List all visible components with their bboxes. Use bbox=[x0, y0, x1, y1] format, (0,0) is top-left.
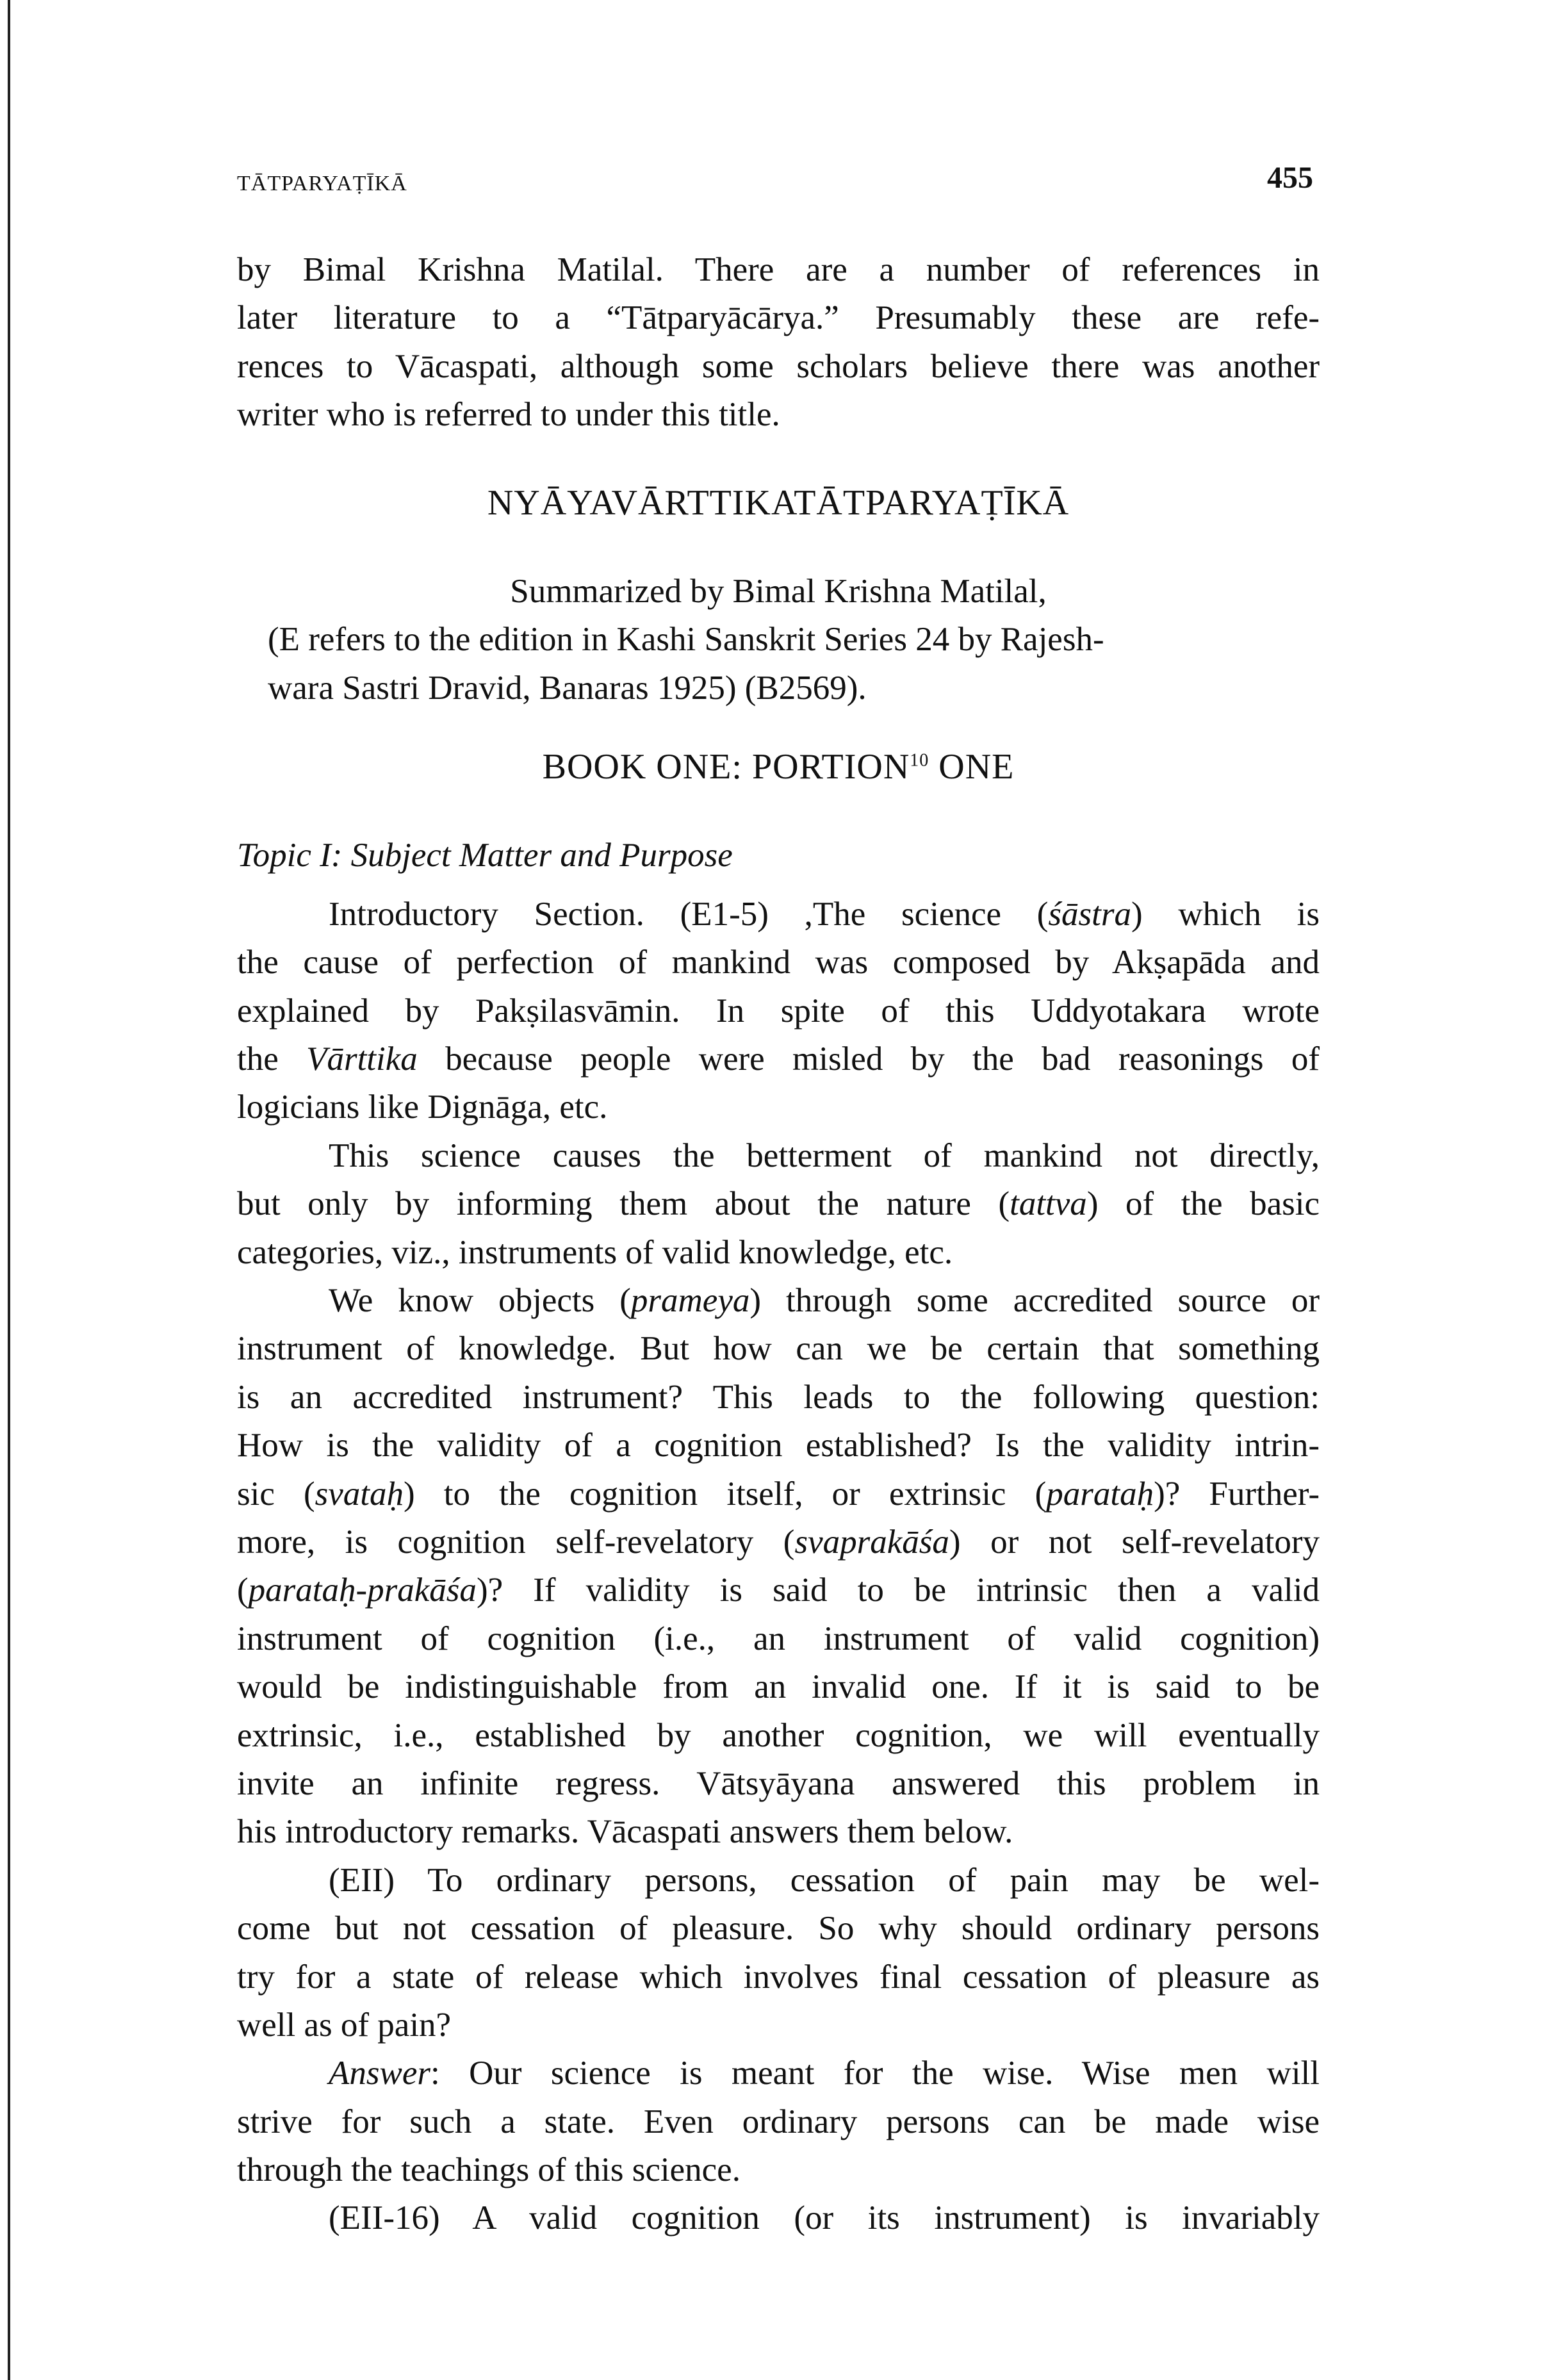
italic-term: parataḥ-prakāśa bbox=[248, 1572, 477, 1609]
topic-heading-text: Topic I: Subject Matter and Purpose bbox=[237, 836, 733, 874]
text-line bbox=[237, 294, 1320, 342]
text-segment: the bbox=[237, 1040, 307, 1078]
text-segment: come but not cessation of pleasure. So why should ordinary persons bbox=[237, 1910, 1320, 1948]
text-line bbox=[237, 391, 1320, 439]
text-segment: (EII) To ordinary persons, cessation of pain may be wel- bbox=[329, 1861, 1320, 1899]
italic-term: parataḥ bbox=[1046, 1475, 1154, 1513]
text-line bbox=[237, 1566, 1320, 1614]
text-line bbox=[237, 1857, 1320, 1905]
book-heading-text: BOOK ONE: PORTION bbox=[542, 747, 910, 787]
book-heading bbox=[237, 743, 1320, 791]
text-line bbox=[237, 1180, 1320, 1228]
text-segment: because people were misled by the bad reasonings of bbox=[417, 1040, 1320, 1078]
text-segment: sic ( bbox=[237, 1475, 315, 1513]
text-segment: strive for such a state. Even ordinary persons can be made wise bbox=[237, 2103, 1320, 2140]
text-line bbox=[237, 1808, 1320, 1856]
text-segment: (EII-16) A valid cognition (or its instrument) is invariably bbox=[329, 2199, 1320, 2237]
paragraph bbox=[237, 1857, 1320, 2050]
text-segment: ) which is bbox=[1131, 895, 1320, 933]
text-segment: invite an infinite regress. Vātsyāyana answered this problem in bbox=[237, 1764, 1320, 1802]
text-segment: the cause of perfection of mankind was composed by Akṣapāda and bbox=[237, 944, 1320, 981]
text-line bbox=[237, 1760, 1320, 1808]
text-line bbox=[237, 2001, 1320, 2049]
text-line bbox=[237, 1518, 1320, 1566]
text-segment: This science causes the betterment of mankind not directly, bbox=[329, 1137, 1320, 1174]
text-segment: instrument of knowledge. But how can we be certain that something bbox=[237, 1330, 1320, 1368]
text-segment: ( bbox=[237, 1572, 249, 1609]
text-segment: )? Further- bbox=[1154, 1475, 1320, 1513]
italic-term: prameya bbox=[630, 1282, 750, 1320]
text-line bbox=[237, 939, 1320, 987]
text-line bbox=[237, 1229, 1320, 1277]
paragraph bbox=[237, 890, 1320, 1132]
intro-paragraph bbox=[237, 246, 1320, 439]
paragraph bbox=[237, 2049, 1320, 2194]
italic-term: svaprakāśa bbox=[794, 1523, 949, 1561]
edition-note-line: (E refers to the edition in Kashi Sanskrit Series 24 by Rajesh- bbox=[268, 621, 1104, 659]
work-title: NYĀYAVĀRTTIKATĀTPARYAṬĪKĀ bbox=[487, 482, 1070, 523]
text-segment: ) through some accredited source or bbox=[749, 1282, 1320, 1320]
text-segment: ) to the cognition itself, or extrinsic ( bbox=[404, 1475, 1047, 1513]
text-segment: by Bimal Krishna Matilal. There are a number of references in bbox=[237, 251, 1320, 288]
text-segment: How is the validity of a cognition established? Is the validity intrin- bbox=[237, 1427, 1320, 1465]
text-segment: more, is cognition self-revelatory ( bbox=[237, 1523, 795, 1561]
italic-term: Vārttika bbox=[306, 1040, 418, 1078]
paragraph bbox=[237, 246, 1320, 439]
text-segment: ) or not self-revelatory bbox=[949, 1523, 1320, 1561]
text-segment: well as of pain? bbox=[237, 2006, 452, 2044]
topic-heading bbox=[237, 832, 1320, 880]
text-segment: his introductory remarks. Vācaspati answers them below. bbox=[237, 1813, 1013, 1851]
italic-term: svataḥ bbox=[315, 1475, 404, 1513]
text-line bbox=[237, 1035, 1320, 1083]
text-line bbox=[237, 1132, 1320, 1180]
text-line bbox=[237, 2049, 1320, 2097]
text-segment: rences to Vācaspati, although some scholars believe there was another bbox=[237, 347, 1320, 385]
running-title: TĀTPARYAṬĪKĀ bbox=[237, 172, 407, 195]
italic-term: Answer bbox=[329, 2055, 430, 2092]
text-segment: later literature to a “Tātparyācārya.” Presumably these are refe- bbox=[237, 299, 1320, 337]
text-line bbox=[237, 1422, 1320, 1470]
text-segment: would be indistinguishable from an invalid one. If it is said to be bbox=[237, 1668, 1320, 1706]
text-line bbox=[237, 1953, 1320, 2001]
text-line bbox=[237, 1325, 1320, 1373]
text-segment: instrument of cognition (i.e., an instrument of valid cognition) bbox=[237, 1620, 1320, 1657]
footnote-marker: 10 bbox=[910, 750, 929, 771]
text-line bbox=[237, 343, 1320, 391]
text-segment: logicians like Dignāga, etc. bbox=[237, 1088, 608, 1126]
text-segment: try for a state of release which involves final cessation of pleasure as bbox=[237, 1958, 1320, 1996]
text-line bbox=[237, 1374, 1320, 1422]
text-segment: explained by Pakṣilasvāmin. In spite of this Uddyotakara wrote bbox=[237, 992, 1320, 1030]
paragraph bbox=[237, 2194, 1320, 2242]
text-line bbox=[237, 1083, 1320, 1131]
text-line bbox=[237, 1905, 1320, 1953]
main-text bbox=[237, 890, 1320, 2243]
text-line bbox=[237, 246, 1320, 294]
text-line bbox=[237, 987, 1320, 1035]
text-segment: but only by informing them about the nature ( bbox=[237, 1185, 1010, 1223]
page-body bbox=[237, 246, 1320, 2243]
page-number: 455 bbox=[1267, 161, 1313, 195]
text-segment: is an accredited instrument? This leads to the following question: bbox=[237, 1378, 1320, 1416]
text-segment: Introductory Section. (E1-5) ,The science ( bbox=[329, 895, 1049, 933]
scan-edge-line bbox=[8, 0, 10, 2380]
text-segment: categories, viz., instruments of valid knowledge, etc. bbox=[237, 1233, 953, 1271]
text-segment: : Our science is meant for the wise. Wise men will bbox=[430, 2055, 1320, 2092]
text-line bbox=[237, 1470, 1320, 1518]
text-segment: writer who is referred to under this title. bbox=[237, 396, 780, 434]
text-line bbox=[237, 2146, 1320, 2194]
book-heading-after: ONE bbox=[929, 747, 1015, 787]
edition-note-line: wara Sastri Dravid, Banaras 1925) (B2569). bbox=[268, 669, 867, 707]
text-line bbox=[237, 890, 1320, 939]
text-line bbox=[237, 1712, 1320, 1760]
paragraph bbox=[237, 1277, 1320, 1857]
paragraph bbox=[237, 1132, 1320, 1277]
text-line bbox=[237, 2098, 1320, 2146]
text-segment: )? If validity is said to be intrinsic then a valid bbox=[476, 1572, 1320, 1609]
text-segment: extrinsic, i.e., established by another cognition, we will eventually bbox=[237, 1716, 1320, 1754]
text-line bbox=[237, 1277, 1320, 1325]
text-line bbox=[237, 1615, 1320, 1663]
byline: Summarized by Bimal Krishna Matilal, bbox=[510, 572, 1047, 610]
text-line bbox=[237, 2194, 1320, 2242]
italic-term: tattva bbox=[1010, 1185, 1087, 1223]
text-segment: through the teachings of this science. bbox=[237, 2151, 741, 2189]
italic-term: śāstra bbox=[1048, 895, 1131, 933]
text-segment: ) of the basic bbox=[1086, 1185, 1320, 1223]
text-segment: We know objects ( bbox=[329, 1282, 631, 1320]
text-line bbox=[237, 1663, 1320, 1711]
running-header bbox=[237, 160, 1320, 199]
